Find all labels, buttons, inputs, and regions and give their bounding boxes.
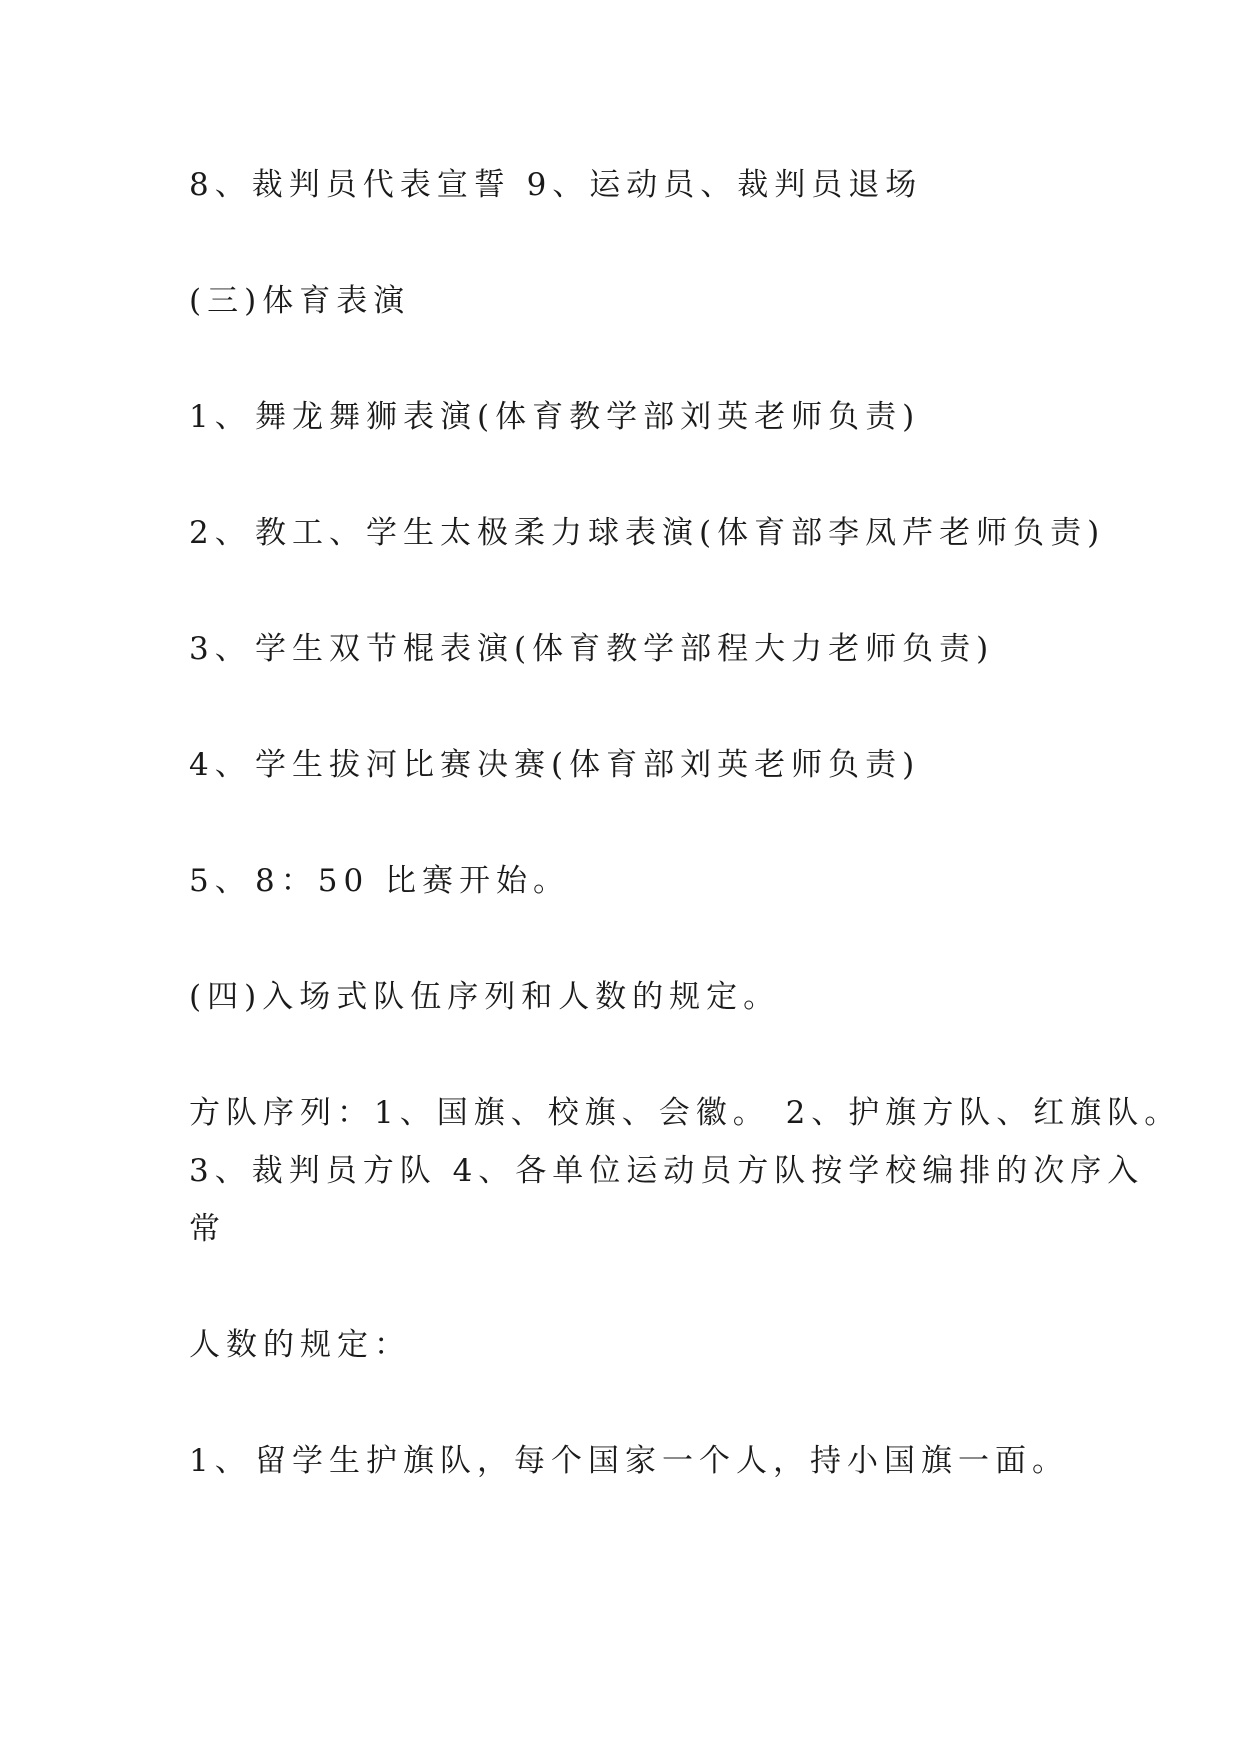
list-item-number: 4、 — [189, 747, 252, 783]
list-item-text: 教工、学生太极柔力球表演(体育部李凤芹老师负责) — [255, 515, 1106, 551]
list-item — [189, 746, 1069, 784]
section-heading-sports-performance: (三)体育表演 — [189, 283, 411, 319]
list-item-text: 留学生护旗队，每个国家一个人，持小国旗一面。 — [255, 1443, 1069, 1479]
list-item-number: 1、 — [189, 1443, 252, 1479]
list-item — [189, 514, 1106, 552]
list-item — [189, 630, 1069, 668]
list-item — [189, 862, 1069, 900]
list-item — [189, 1442, 1069, 1480]
list-item-number: 2、 — [189, 515, 252, 551]
subheading-headcount: 人数的规定： — [189, 1327, 411, 1363]
list-item-number: 1、 — [189, 399, 252, 435]
list-item-text: 学生双节棍表演(体育教学部程大力老师负责) — [255, 631, 995, 667]
list-item-number: 3、 — [189, 631, 252, 667]
list-item-number: 5、 — [189, 863, 252, 899]
list-item — [189, 398, 1069, 436]
list-item-text: 8：50 比赛开始。 — [255, 863, 571, 899]
closing-ceremony-steps: 8、裁判员代表宣誓 9、运动员、裁判员退场 — [189, 167, 923, 203]
list-item-text: 学生拔河比赛决赛(体育部刘英老师负责) — [255, 747, 921, 783]
paragraph-line: 常 — [189, 1211, 226, 1247]
list-item-text: 舞龙舞狮表演(体育教学部刘英老师负责) — [255, 399, 921, 435]
paragraph-line: 3、裁判员方队 4、各单位运动员方队按学校编排的次序入 — [189, 1153, 1145, 1189]
section-heading-entrance-ceremony: (四)入场式队伍序列和人数的规定。 — [189, 979, 781, 1015]
paragraph-line: 方队序列：1、国旗、校旗、会徽。 2、护旗方队、红旗队。 — [189, 1095, 1182, 1131]
